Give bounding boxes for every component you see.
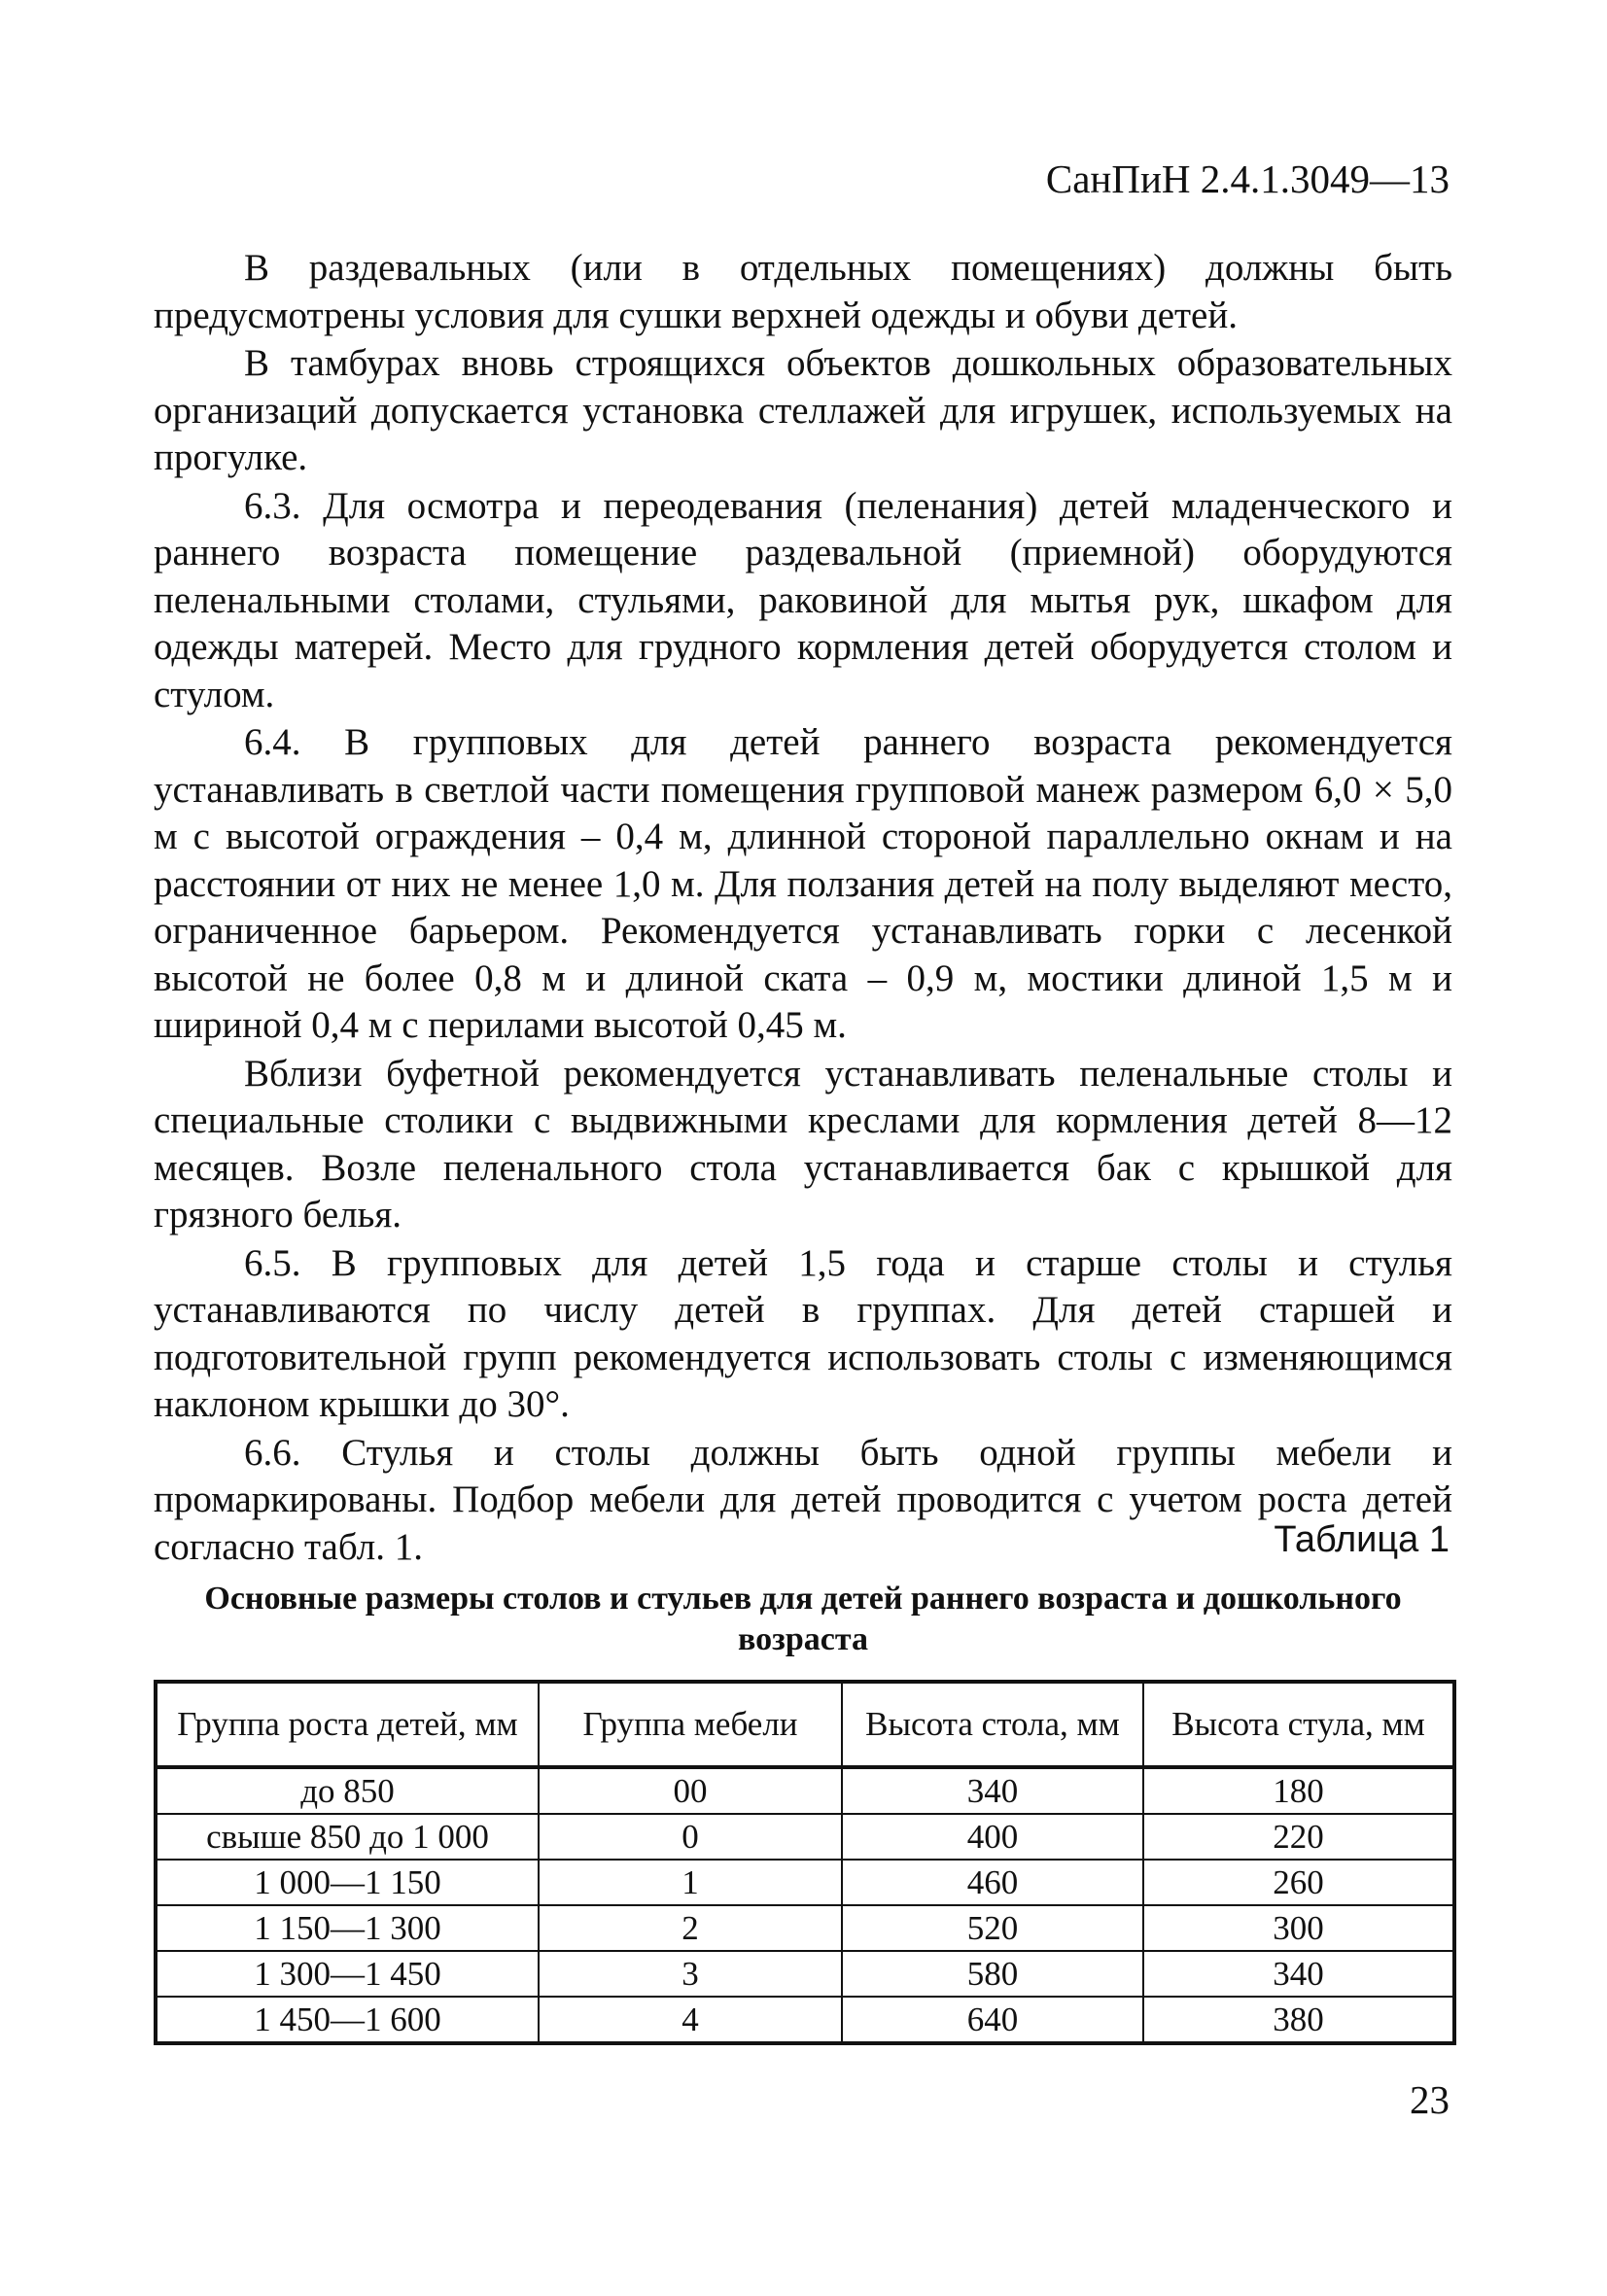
paragraph: В тамбурах вновь строящихся объектов дошкольных образовательных организаций допускается установка стеллажей для игрушек, используемых на прогулке. (154, 342, 1452, 478)
paragraph: 6.3. Для осмотра и переодевания (пеленания) детей младенческого и раннего возраста помещение раздевальной (приемной) оборудуются пеленальными столами, стульями, раковиной для мытья рук, шкафом для одежды матерей. Место для грудного кормления детей оборудуется столом и стулом. (154, 484, 1452, 715)
table-caption: Таблица 1 (1274, 1519, 1450, 1560)
header-furniture-group: Группа мебели (539, 1682, 842, 1767)
table-cell: 4 (539, 1997, 842, 2043)
table-cell: свыше 850 до 1 000 (156, 1814, 539, 1860)
header-height-group: Группа роста детей, мм (156, 1682, 539, 1767)
table-title: Основные размеры столов и стульев для детей раннего возраста и дошкольного возраста (204, 1581, 1402, 1657)
table-cell: 460 (842, 1860, 1143, 1905)
table-cell: 180 (1143, 1767, 1454, 1814)
running-header: СанПиН 2.4.1.3049—13 (1045, 157, 1450, 201)
table-cell: 340 (842, 1767, 1143, 1814)
table-cell: 400 (842, 1814, 1143, 1860)
furniture-sizes-table (154, 1680, 1456, 2045)
table-row (156, 1951, 1454, 1997)
table-header-row (156, 1682, 1454, 1767)
table-cell: 520 (842, 1905, 1143, 1951)
table-cell: 1 150—1 300 (156, 1905, 539, 1951)
paragraph: В раздевальных (или в отдельных помещениях) должны быть предусмотрены условия для сушки верхней одежды и обуви детей. (154, 247, 1452, 336)
table-cell: 340 (1143, 1951, 1454, 1997)
table-cell: 0 (539, 1814, 842, 1860)
paragraph: Вблизи буфетной рекомендуется устанавливать пеленальные столы и специальные столики с выдвижными креслами для кормления детей 8—12 месяцев. Возле пеленального стола устанавливается бак с крышкой для грязного белья. (154, 1052, 1452, 1235)
header-table-height: Высота стола, мм (842, 1682, 1143, 1767)
table-row (156, 1814, 1454, 1860)
table-cell: 220 (1143, 1814, 1454, 1860)
table-cell: до 850 (156, 1767, 539, 1814)
table-cell: 260 (1143, 1860, 1454, 1905)
header-chair-height: Высота стула, мм (1143, 1682, 1454, 1767)
table-cell: 580 (842, 1951, 1143, 1997)
table-row (156, 1905, 1454, 1951)
table-row (156, 1997, 1454, 2043)
table-cell: 00 (539, 1767, 842, 1814)
paragraph: 6.4. В групповых для детей раннего возраста рекомендуется устанавливать в светлой части помещения групповой манеж размером 6,0 × 5,0 м с высотой ограждения – 0,4 м, длинной стороной параллельно окнам и на расстоянии от них не менее 1,0 м. Для ползания детей на полу выделяют место, ограниченное барьером. Рекомендуется устанавливать горки с лесенкой высотой не более 0,8 м и длиной ската – 0,9 м, мостики длиной 1,5 м и шириной 0,4 м с перилами высотой 0,45 м. (154, 721, 1452, 1046)
table-cell: 3 (539, 1951, 842, 1997)
table-cell: 1 (539, 1860, 842, 1905)
table-cell: 1 300—1 450 (156, 1951, 539, 1997)
page-number: 23 (1410, 2077, 1450, 2122)
table-row (156, 1860, 1454, 1905)
paragraph: 6.5. В групповых для детей 1,5 года и старше столы и стулья устанавливаются по числу детей в группах. Для детей старшей и подготовительной групп рекомендуется использовать столы с изменяющимся наклоном крышки до 30°. (154, 1241, 1452, 1425)
body-text (154, 245, 1452, 1572)
table-cell: 380 (1143, 1997, 1454, 2043)
table-row (156, 1767, 1454, 1814)
table-cell: 1 450—1 600 (156, 1997, 539, 2043)
table-cell: 2 (539, 1905, 842, 1951)
table-cell: 300 (1143, 1905, 1454, 1951)
paragraph: 6.6. Стулья и столы должны быть одной группы мебели и промаркированы. Подбор мебели для детей проводится с учетом роста детей согласно табл. 1. (154, 1431, 1452, 1568)
table-cell: 640 (842, 1997, 1143, 2043)
table-cell: 1 000—1 150 (156, 1860, 539, 1905)
